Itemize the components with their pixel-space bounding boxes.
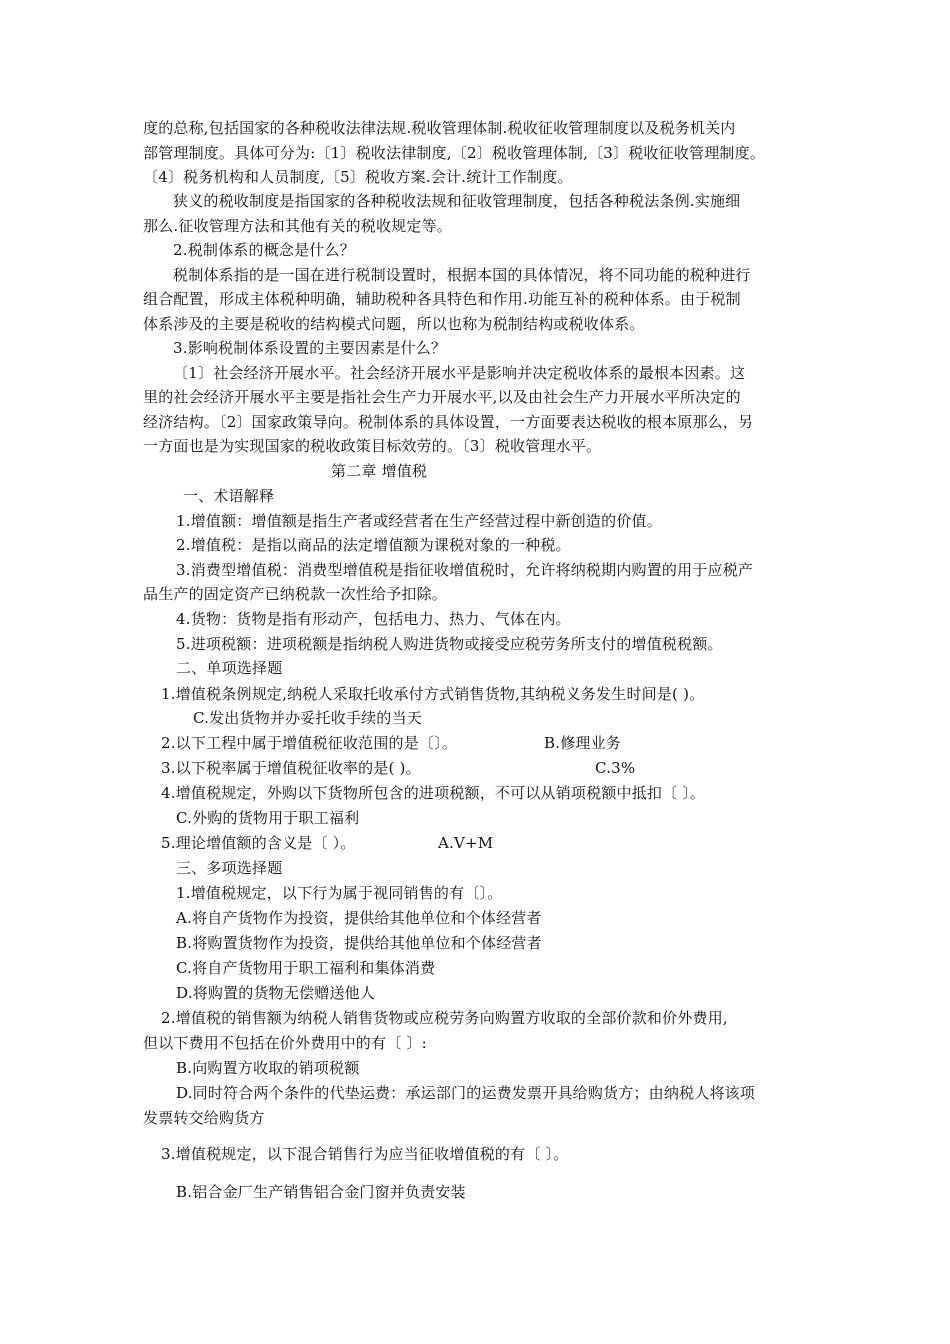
answer-item: 发票转交给购货方 xyxy=(143,1109,265,1127)
term-item: 3.消费型增值税：消费型增值税是指征收增值税时，允许将纳税期内购置的用于应税产 xyxy=(176,561,754,579)
paragraph-line: 里的社会经济开展水平主要是指社会生产力开展水平,以及由社会生产力开展水平所决定的 xyxy=(143,388,741,406)
answer-item: B.将购置货物作为投资，提供给其他单位和个体经营者 xyxy=(176,934,542,952)
answer-item: C.3% xyxy=(595,759,636,777)
paragraph-line: 那么.征收管理方法和其他有关的税收规定等。 xyxy=(143,217,452,235)
term-item: 5.进项税额：进项税额是指纳税人购进货物或接受应税劳务所支付的增值税税额。 xyxy=(176,635,723,653)
answer-item: D.同时符合两个条件的代垫运费：承运部门的运费发票开具给购货方；由纳税人将该项 xyxy=(176,1084,756,1102)
paragraph-line: 税制体系指的是一国在进行税制设置时，根据本国的具体情况，将不同功能的税种进行 xyxy=(173,266,751,284)
question-heading: 3.影响税制体系设置的主要因素是什么？ xyxy=(173,339,447,357)
question-item: 3.以下税率属于增值税征收率的是( )。 xyxy=(161,759,421,777)
section-heading: 三、多项选择题 xyxy=(176,859,283,877)
answer-item: C.发出货物并办妥托收手续的当天 xyxy=(193,709,422,727)
answer-item: C.外购的货物用于职工福利 xyxy=(176,809,360,827)
term-item: 2.增值税：是指以商品的法定增值额为课税对象的一种税。 xyxy=(176,536,571,554)
answer-item: D.将购置的货物无偿赠送他人 xyxy=(176,984,376,1002)
answer-item: B.铝合金厂生产销售铝合金门窗并负责安装 xyxy=(176,1183,466,1201)
answer-item: C.将自产货物用于职工福利和集体消费 xyxy=(176,959,436,977)
paragraph-line: 一方面也是为实现国家的税收政策目标效劳的。〔3〕税收管理水平。 xyxy=(143,437,602,455)
answer-item: B.向购置方收取的销项税额 xyxy=(176,1059,360,1077)
paragraph-line: 体系涉及的主要是税收的结构模式问题，所以也称为税制结构或税收体系。 xyxy=(143,315,645,333)
answer-item: A.将自产货物作为投资，提供给其他单位和个体经营者 xyxy=(176,909,542,927)
section-heading: 二、单项选择题 xyxy=(176,659,283,677)
paragraph-line: 度的总称,包括国家的各种税收法律法规.税收管理体制.税收征收管理制度以及税务机关内 xyxy=(143,119,736,137)
question-heading: 2.税制体系的概念是什么？ xyxy=(173,241,355,259)
section-heading: 一、术语解释 xyxy=(183,487,275,505)
paragraph-line: 部管理制度。具体可分为:〔1〕税收法律制度,〔2〕税收管理体制,〔3〕税收征收管理制度。 xyxy=(143,144,766,162)
question-item: 2.增值税的销售额为纳税人销售货物或应税劳务向购置方收取的全部价款和价外费用, xyxy=(161,1009,728,1027)
term-item: 4.货物：货物是指有形动产，包括电力、热力、气体在内。 xyxy=(176,610,571,628)
term-item: 1.增值额：增值额是指生产者或经营者在生产经营过程中新创造的价值。 xyxy=(176,512,662,530)
question-item: 4.增值税规定，外购以下货物所包含的进项税额，不可以从销项税额中抵扣〔 〕。 xyxy=(161,784,706,802)
answer-item: A.V+M xyxy=(438,834,494,852)
paragraph-line: 经济结构。〔2〕国家政策导向。税制体系的具体设置，一方面要表达税收的根本原那么，另 xyxy=(143,413,754,431)
question-item: 但以下费用不包括在价外费用中的有〔 〕: xyxy=(143,1034,427,1052)
question-item: 5.理论增值额的含义是〔 ）。 xyxy=(161,834,356,852)
paragraph-line: 〔1〕社会经济开展水平。社会经济开展水平是影响并决定税收体系的最根本因素。这 xyxy=(173,364,746,382)
question-item: 1.增值税规定，以下行为属于视同销售的有〔〕。 xyxy=(176,884,503,902)
question-item: 3.增值税规定，以下混合销售行为应当征收增值税的有〔 〕。 xyxy=(161,1145,569,1163)
question-item: 2.以下工程中属于增值税征收范围的是〔〕。 xyxy=(161,734,458,752)
answer-item: B.修理业务 xyxy=(544,734,621,752)
paragraph-line: 〔4〕税务机构和人员制度,〔5〕税收方案.会计.统计工作制度。 xyxy=(143,168,573,186)
paragraph-line: 组合配置，形成主体税种明确，辅助税种各具特色和作用.功能互补的税种体系。由于税制 xyxy=(143,290,741,308)
chapter-title: 第二章 增值税 xyxy=(331,462,428,480)
term-item: 品生产的固定资产已纳税款一次性给予扣除。 xyxy=(143,585,448,603)
question-item: 1.增值税条例规定,纳税人采取托收承付方式销售货物,其纳税义务发生时间是( )。 xyxy=(161,685,705,703)
paragraph-line: 狭义的税收制度是指国家的各种税收法规和征收管理制度，包括各种税法条例.实施细 xyxy=(173,192,741,210)
